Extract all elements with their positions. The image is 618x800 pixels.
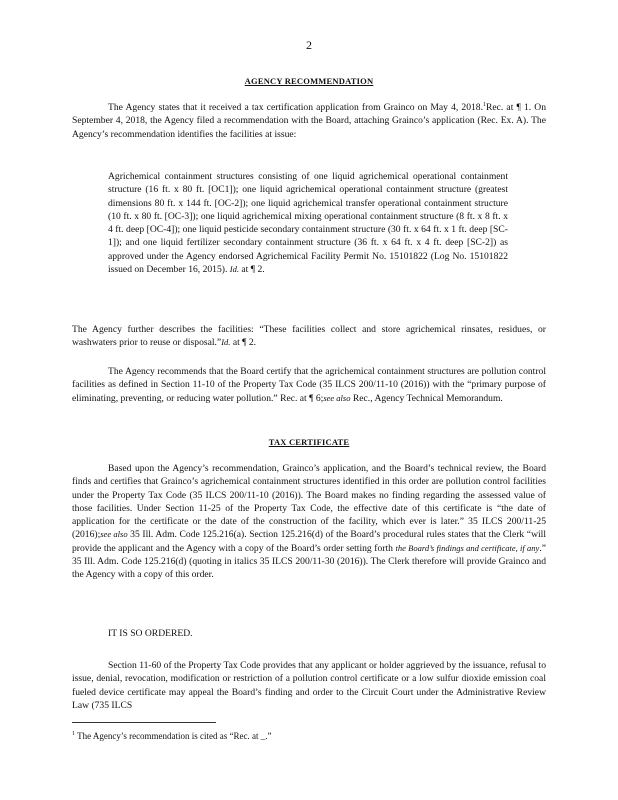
paragraph-board-findings: Based upon the Agency’s recommendation, Grainco’s application, and the Board’s technical review, the Board finds and certifies that Grainco’s agrichemical containment structures identified in this order are pollution control facilities under the Property Tax Code (35 ILCS 200/11-10 (2016)). The Board makes no finding regarding the assessed value of those facilities. Under Section 11-25 of the Property Tax Code, the effective date of this certificate is “the date of application for the certificate or the date of the construction of the facility, which ever is later.” 35 ILCS 200/11-25 (2016);see also 35 Ill. Adm. Code 125.216(a). Section 125.216(d) of the Board’s procedural rules states that the Clerk “will provide the applicant and the Agency with a copy of the Board’s order setting forth the Board’s findings and certificate, if any.” 35 Ill. Adm. Code 125.216(d) (quoting in italics 35 ILCS 200/11-30 (2016)). The Clerk therefore will provide Grainco and the Agency with a copy of this order. bbox=[72, 463, 546, 581]
paragraph-agency-application: The Agency states that it received a tax certification application from Grainco on May 4, 2018.$^1$Rec. at ¶ 1. On September 4, 2018, the Agency filed a recommendation with the Board, attaching Grainco’s application (Rec. Ex. A). The Agency’s recommendation identifies the facilities at issue: bbox=[72, 101, 546, 140]
footnote-mark: 1 bbox=[72, 731, 75, 737]
paragraph-appeal-rights: Section 11-60 of the Property Tax Code provides that any applicant or holder aggrieved by the issuance, refusal to issue, denial, revocation, modification or restriction of a pollution control certificate or a low sulfur dioxide emission coal fueled device certificate may appeal the Board’s finding and order to the Circuit Court under the Administrative Review Law (735 ILCS bbox=[72, 660, 546, 711]
paragraph-agency-recommends: The Agency recommends that the Board certify that the agrichemical containment structures are pollution control facilities as defined in Section 11-10 of the Property Tax Code (35 ILCS 200/11-10 (2016)) with the “primary purpose of eliminating, preventing, or reducing water pollution.” Rec. at ¶ 6;see also Rec., Agency Technical Memorandum. bbox=[72, 366, 546, 404]
footnote: $^1$ The Agency’s recommendation is cited as “Rec. at _.” bbox=[72, 731, 272, 741]
so-ordered-statement: IT IS SO ORDERED. bbox=[108, 628, 193, 639]
block-quote-facilities: Agrichemical containment structures consisting of one liquid agrichemical operational containment structure (16 ft. x 80 ft. [OC1]); one liquid agrichemical operational containment structure (greatest dimensions 80 ft. x 144 ft. [OC-2]); one liquid agrichemical transfer operational containment structure (10 ft. x 80 ft. [OC-3]); one liquid agrichemical mixing operational containment structure (8 ft. x 8 ft. x 4 ft. deep [OC-4]); one liquid pesticide secondary containment structure (30 ft. x 64 ft. x 1 ft. deep [SC-1]); and one liquid fertilizer secondary containment structure (36 ft. x 64 ft. x 4 ft. deep [SC-2]) as approved under the Agency endorsed Agrichemical Facility Permit No. 15101822 (Log No. 15101822 issued on December 16, 2015). Id. at ¶ 2. bbox=[108, 171, 508, 276]
page-number: 2 bbox=[306, 38, 312, 52]
paragraph-facility-description: The Agency further describes the facilities: “These facilities collect and store agrichemical rinsates, residues, or washwaters prior to reuse or disposal.”Id. at ¶ 2. bbox=[72, 324, 546, 349]
heading-tax-certificate: TAX CERTIFICATE bbox=[268, 437, 350, 447]
footnote-reference: 1 bbox=[483, 101, 486, 108]
heading-agency-recommendation: AGENCY RECOMMENDATION bbox=[244, 76, 374, 86]
footnote-divider bbox=[72, 722, 216, 723]
